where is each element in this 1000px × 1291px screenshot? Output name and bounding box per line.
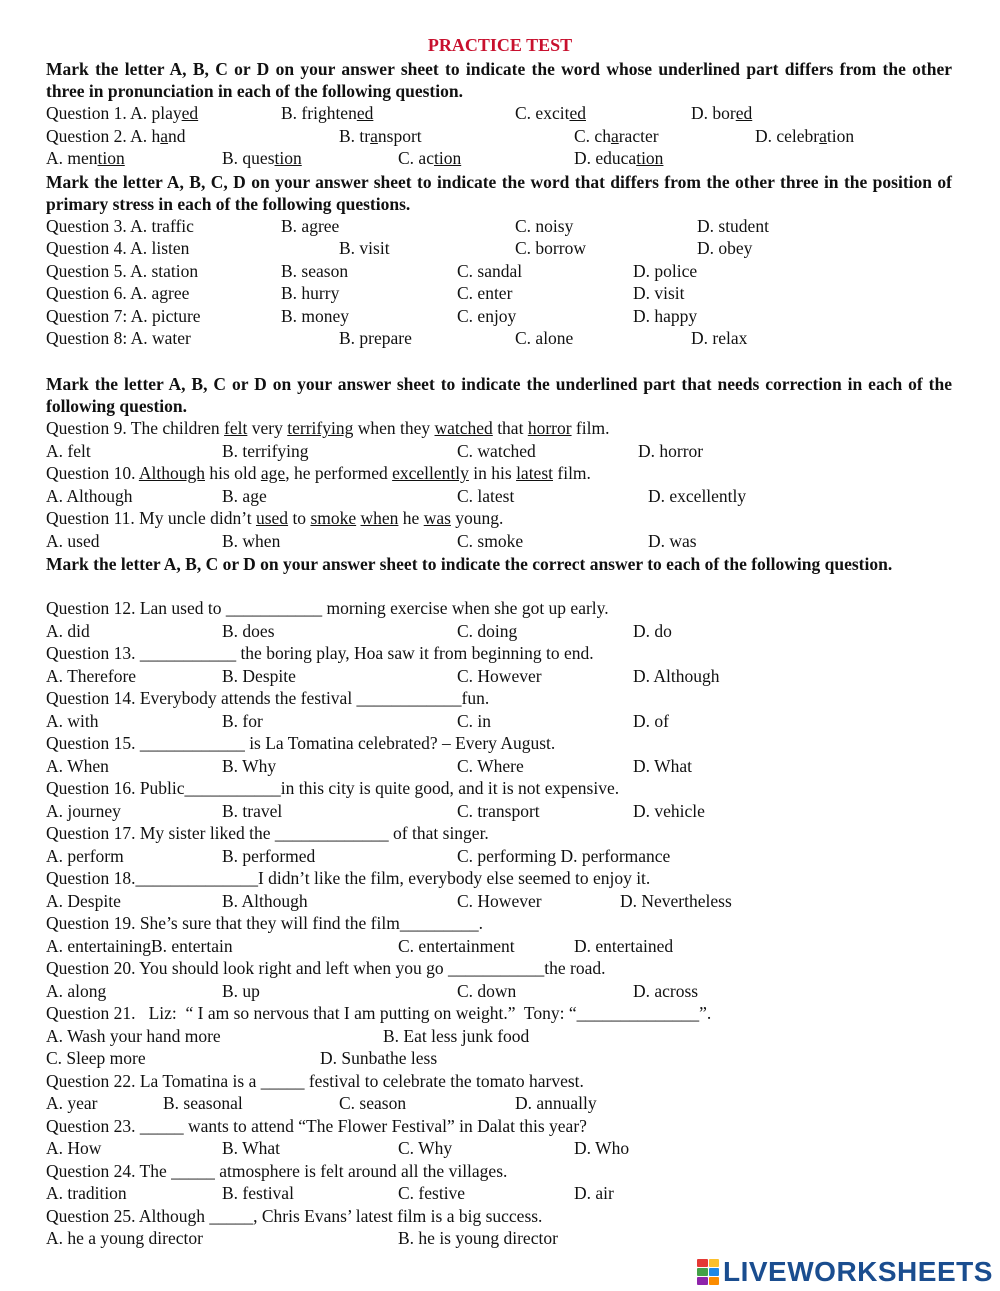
page-title: PRACTICE TEST — [427, 35, 573, 55]
liveworksheets-logo-icon — [697, 1259, 719, 1285]
instruction-error-correction: Mark the letter A, B, C or D on your answer sheet to indicate the underlined part that needs correction in each of the following question. — [46, 374, 952, 416]
liveworksheets-wordmark: LIVEWORKSHEETS — [723, 1256, 993, 1287]
instruction-pronunciation: Mark the letter A, B, C or D on your answer sheet to indicate the word whose underlined part differs from the other three in pronunciation in each of the following question. — [46, 59, 952, 101]
instruction-multiple-choice: Mark the letter A, B, C or D on your answer sheet to indicate the correct answer to each of the following question. — [46, 554, 893, 574]
liveworksheets-logo[interactable] — [697, 1256, 993, 1288]
instruction-stress: Mark the letter A, B, C, D on your answer sheet to indicate the word that differs from the other three in the position of primary stress in each of the following questions. — [46, 172, 952, 214]
